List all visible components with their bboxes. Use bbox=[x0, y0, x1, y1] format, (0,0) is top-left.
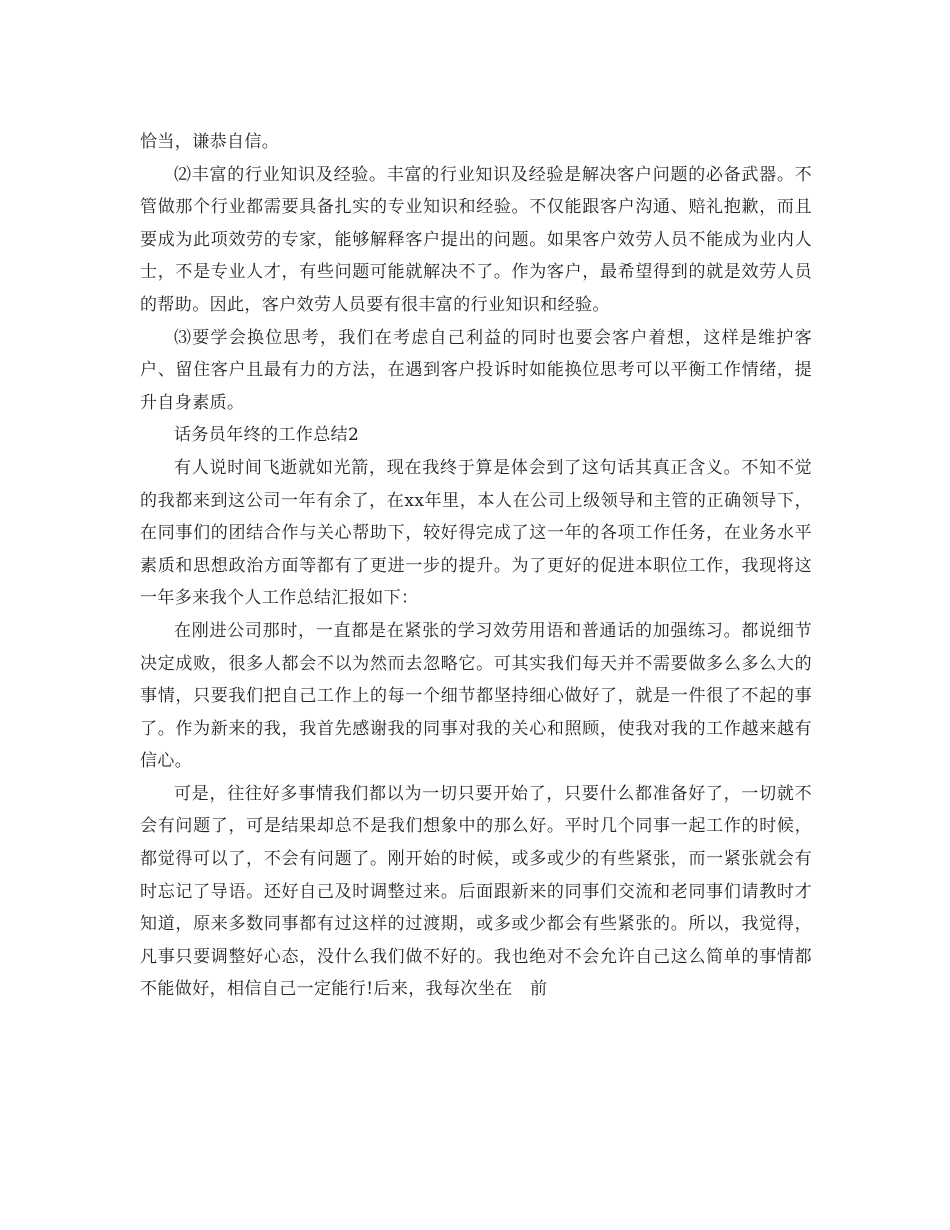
paragraph-3: ⑶要学会换位思考，我们在考虑自己利益的同时也要会客户着想，这样是维护客户、留住客户且最有力的方法，在遇到客户投诉时如能换位思考可以平衡工作情绪，提升自身素质。 bbox=[140, 327, 812, 413]
paragraph-1: 恰当，谦恭自信。 bbox=[140, 132, 280, 152]
document-body bbox=[140, 126, 812, 1006]
paragraph-5: 在刚进公司那时，一直都是在紧张的学习效劳用语和普通话的加强练习。都说细节决定成败，很多人都会不以为然而去忽略它。可其实我们每天并不需要做多么多么大的事情，只要我们把自己工作上的每一个细节都坚持细心做好了，就是一件很了不起的事了。作为新来的我，我首先感谢我的同事对我的关心和照顾，使我对我的工作越来越有信心。 bbox=[140, 620, 812, 772]
paragraph-4: 有人说时间飞逝就如光箭，现在我终于算是体会到了这句话其真正含义。不知不觉的我都来到这公司一年有余了，在xx年里，本人在公司上级领导和主管的正确领导下，在同事们的团结合作与关心帮助下，较好得完成了这一年的各项工作任务，在业务水平素质和思想政治方面等都有了更进一步的提升。为了更好的促进本职位工作，我现将这一年多来我个人工作总结汇报如下： bbox=[140, 457, 812, 609]
section-heading: 话务员年终的工作总结2 bbox=[174, 425, 360, 446]
paragraph-2: ⑵丰富的行业知识及经验。丰富的行业知识及经验是解决客户问题的必备武器。不管做那个行业都需要具备扎实的专业知识和经验。不仅能跟客户沟通、赔礼抱歉，而且要成为此项效劳的专家，能够解释客户提出的问题。如果客户效劳人员不能成为业内人士，不是专业人才，有些问题可能就解决不了。作为客户，最希望得到的就是效劳人员的帮助。因此，客户效劳人员要有很丰富的行业知识和经验。 bbox=[140, 164, 812, 315]
paragraph-6: 可是，往往好多事情我们都以为一切只要开始了，只要什么都准备好了，一切就不会有问题了，可是结果却总不是我们想象中的那么好。平时几个同事一起工作的时候，都觉得可以了，不会有问题了。刚开始的时候，或多或少的有些紧张，而一紧张就会有时忘记了导语。还好自己及时调整过来。后面跟新来的同事们交流和老同事们请教时才知道，原来多数同事都有过这样的过渡期，或多或少都会有些紧张的。所以，我觉得，凡事只要调整好心态，没什么我们做不好的。我也绝对不会允许自己这么简单的事情都不能做好，相信自己一定能行!后来，我每次坐在 前 bbox=[140, 783, 812, 1000]
